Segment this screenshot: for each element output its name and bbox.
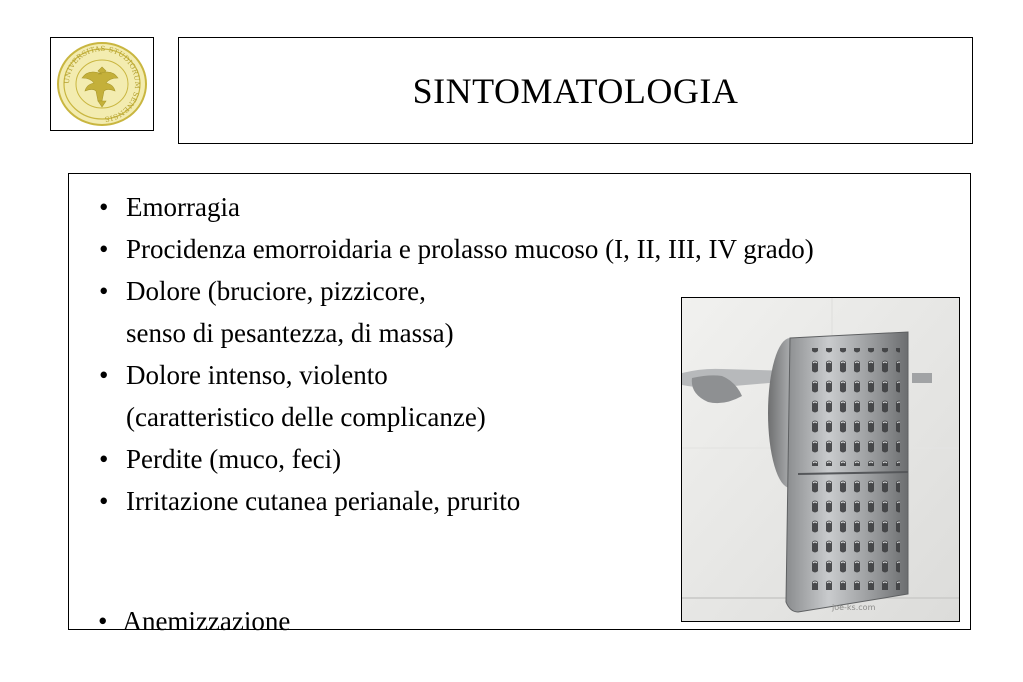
list-item-text: senso di pesantezza, di massa)	[126, 318, 454, 348]
bullet-marker: •	[99, 276, 109, 306]
seal-text: UNIVERSITAS STUDIORUM SENENSIS	[62, 44, 142, 123]
grater-roll-illustration	[682, 298, 959, 621]
photo-watermark: joe-ks.com	[832, 603, 876, 612]
grater-toilet-roll-photo	[681, 297, 960, 622]
list-item-text: (caratteristico delle complicanze)	[126, 402, 486, 432]
bullet-marker: •	[99, 360, 109, 390]
list-item	[98, 604, 290, 638]
list-item	[99, 190, 949, 224]
bullet-marker: •	[99, 486, 109, 516]
bullet-marker: •	[99, 444, 109, 474]
bullet-marker: •	[99, 234, 109, 264]
title-frame	[178, 37, 973, 144]
bullet-marker: •	[98, 606, 108, 636]
university-logo-frame	[50, 37, 154, 131]
list-item-text: Dolore intenso, violento	[126, 360, 388, 390]
bullet-marker: •	[99, 192, 109, 222]
list-item-text: Irritazione cutanea perianale, prurito	[126, 486, 521, 516]
list-item-text: Perdite (muco, feci)	[126, 444, 342, 474]
page-title: SINTOMATOLOGIA	[412, 70, 739, 111]
list-item-text: Dolore (bruciore, pizzicore,	[126, 276, 426, 306]
list-item-text: Anemizzazione	[122, 606, 291, 636]
list-item-text: Procidenza emorroidaria e prolasso mucoso (I, II, III, IV grado)	[126, 234, 814, 264]
list-item-text: Emorragia	[126, 192, 240, 222]
university-seal-icon	[56, 41, 148, 127]
list-item	[99, 232, 949, 266]
